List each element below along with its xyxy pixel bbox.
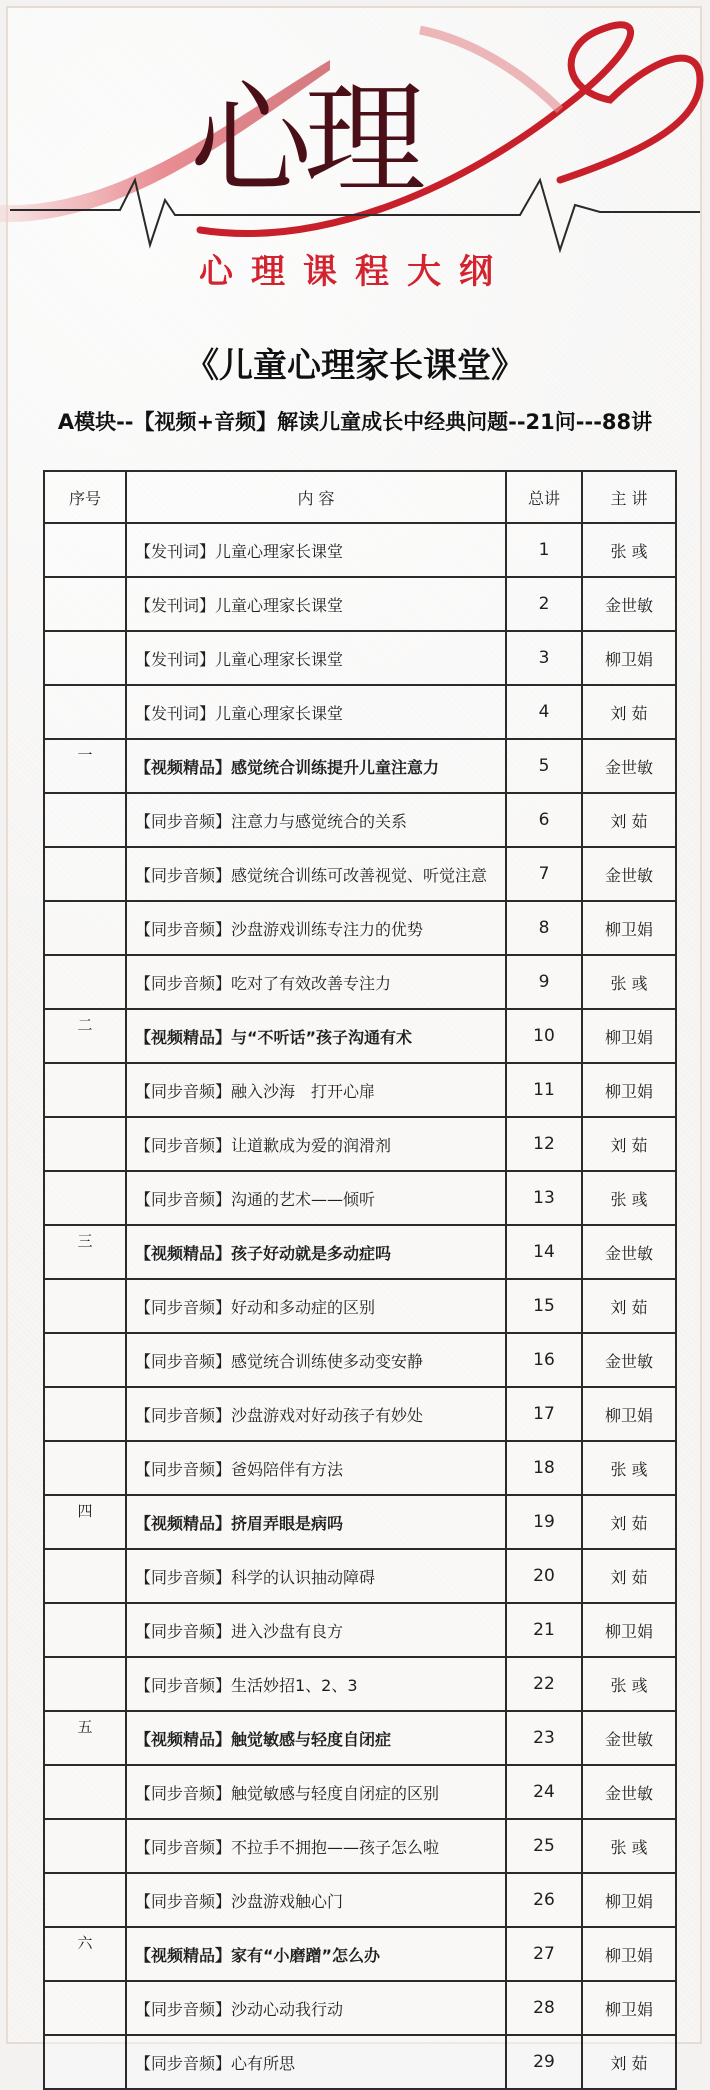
table-row	[44, 1387, 676, 1441]
row-content: 【视频精品】感觉统合训练提升儿童注意力	[126, 739, 506, 793]
row-content: 【同步音频】科学的认识抽动障碍	[126, 1549, 506, 1603]
row-lecturer: 张 彧	[582, 955, 676, 1009]
row-lecturer: 刘 茹	[582, 793, 676, 847]
row-seq	[44, 1171, 126, 1225]
row-content: 【视频精品】与“不听话”孩子沟通有术	[126, 1009, 506, 1063]
row-lecturer: 张 彧	[582, 1657, 676, 1711]
table-row	[44, 1117, 676, 1171]
table-row	[44, 1873, 676, 1927]
row-lecturer: 刘 茹	[582, 1117, 676, 1171]
row-content: 【同步音频】心有所思	[126, 2035, 506, 2089]
row-seq	[44, 2035, 126, 2089]
row-content: 【同步音频】感觉统合训练使多动变安静	[126, 1333, 506, 1387]
row-content: 【同步音频】沙盘游戏触心门	[126, 1873, 506, 1927]
row-lecture-number: 6	[506, 793, 582, 847]
table-header-row	[44, 471, 676, 523]
header-lecturer: 主 讲	[582, 471, 676, 523]
row-seq	[44, 1873, 126, 1927]
row-lecture-number: 13	[506, 1171, 582, 1225]
row-lecture-number: 4	[506, 685, 582, 739]
row-lecturer: 柳卫娟	[582, 901, 676, 955]
table-row	[44, 631, 676, 685]
row-seq	[44, 847, 126, 901]
row-content: 【同步音频】进入沙盘有良方	[126, 1603, 506, 1657]
row-content: 【同步音频】沙盘游戏对好动孩子有妙处	[126, 1387, 506, 1441]
row-seq	[44, 577, 126, 631]
table-row	[44, 847, 676, 901]
row-lecturer: 金世敏	[582, 1765, 676, 1819]
row-content: 【同步音频】让道歉成为爱的润滑剂	[126, 1117, 506, 1171]
row-seq	[44, 1279, 126, 1333]
row-lecturer: 张 彧	[582, 1441, 676, 1495]
row-lecture-number: 17	[506, 1387, 582, 1441]
row-seq	[44, 901, 126, 955]
table-row	[44, 685, 676, 739]
row-content: 【同步音频】吃对了有效改善专注力	[126, 955, 506, 1009]
row-lecture-number: 26	[506, 1873, 582, 1927]
row-content: 【同步音频】感觉统合训练可改善视觉、听觉注意	[126, 847, 506, 901]
table-row	[44, 1657, 676, 1711]
row-seq	[44, 523, 126, 577]
row-lecturer: 金世敏	[582, 739, 676, 793]
table-row	[44, 1765, 676, 1819]
row-seq	[44, 1549, 126, 1603]
course-title: 《儿童心理家长课堂》	[185, 346, 525, 386]
table-row	[44, 1279, 676, 1333]
module-description: A模块--【视频+音频】解读儿童成长中经典问题--21问---88讲	[57, 410, 653, 434]
row-lecture-number: 23	[506, 1711, 582, 1765]
row-lecturer: 柳卫娟	[582, 1387, 676, 1441]
row-content: 【视频精品】挤眉弄眼是病吗	[126, 1495, 506, 1549]
row-lecture-number: 12	[506, 1117, 582, 1171]
row-lecture-number: 29	[506, 2035, 582, 2089]
row-lecture-number: 8	[506, 901, 582, 955]
table-row	[44, 955, 676, 1009]
row-seq: 一	[44, 739, 126, 793]
row-content: 【同步音频】生活妙招1、2、3	[126, 1657, 506, 1711]
row-lecture-number: 22	[506, 1657, 582, 1711]
row-lecturer: 张 彧	[582, 1819, 676, 1873]
row-seq: 四	[44, 1495, 126, 1549]
row-seq	[44, 1981, 126, 2035]
row-lecture-number: 3	[506, 631, 582, 685]
row-lecturer: 柳卫娟	[582, 1981, 676, 2035]
row-seq	[44, 955, 126, 1009]
row-content: 【同步音频】触觉敏感与轻度自闭症的区别	[126, 1765, 506, 1819]
row-lecturer: 金世敏	[582, 577, 676, 631]
row-seq	[44, 1603, 126, 1657]
table-row	[44, 1009, 676, 1063]
row-lecturer: 刘 茹	[582, 2035, 676, 2089]
table-row	[44, 577, 676, 631]
row-seq	[44, 1657, 126, 1711]
row-lecturer: 柳卫娟	[582, 1603, 676, 1657]
table-row	[44, 901, 676, 955]
row-content: 【视频精品】家有“小磨蹭”怎么办	[126, 1927, 506, 1981]
row-seq	[44, 1117, 126, 1171]
row-lecturer: 刘 茹	[582, 1495, 676, 1549]
table-row	[44, 739, 676, 793]
row-lecture-number: 21	[506, 1603, 582, 1657]
table-row	[44, 2035, 676, 2089]
header-content: 内 容	[126, 471, 506, 523]
row-seq	[44, 1063, 126, 1117]
row-lecturer: 张 彧	[582, 523, 676, 577]
row-seq	[44, 1765, 126, 1819]
row-seq: 五	[44, 1711, 126, 1765]
table-row	[44, 1603, 676, 1657]
row-lecturer: 金世敏	[582, 1333, 676, 1387]
table-row	[44, 1711, 676, 1765]
table-row	[44, 1171, 676, 1225]
row-lecture-number: 1	[506, 523, 582, 577]
row-content: 【视频精品】孩子好动就是多动症吗	[126, 1225, 506, 1279]
table-row	[44, 1495, 676, 1549]
row-content: 【同步音频】沙盘游戏训练专注力的优势	[126, 901, 506, 955]
row-seq	[44, 685, 126, 739]
table-row	[44, 523, 676, 577]
row-lecture-number: 7	[506, 847, 582, 901]
page-subtitle: 心理课程大纲	[199, 252, 511, 292]
table-row	[44, 1333, 676, 1387]
row-lecturer: 柳卫娟	[582, 1927, 676, 1981]
table-row	[44, 1981, 676, 2035]
row-lecture-number: 10	[506, 1009, 582, 1063]
row-lecturer: 金世敏	[582, 1225, 676, 1279]
table-row	[44, 1819, 676, 1873]
row-lecture-number: 16	[506, 1333, 582, 1387]
table-row	[44, 1549, 676, 1603]
row-content: 【同步音频】注意力与感觉统合的关系	[126, 793, 506, 847]
row-content: 【同步音频】好动和多动症的区别	[126, 1279, 506, 1333]
row-lecture-number: 14	[506, 1225, 582, 1279]
row-content: 【发刊词】儿童心理家长课堂	[126, 577, 506, 631]
row-seq	[44, 1819, 126, 1873]
row-lecturer: 金世敏	[582, 847, 676, 901]
row-seq	[44, 793, 126, 847]
row-lecture-number: 27	[506, 1927, 582, 1981]
row-lecturer: 柳卫娟	[582, 1873, 676, 1927]
header-lectures: 总讲	[506, 471, 582, 523]
row-seq: 二	[44, 1009, 126, 1063]
row-lecture-number: 25	[506, 1819, 582, 1873]
row-lecturer: 柳卫娟	[582, 1063, 676, 1117]
row-content: 【同步音频】沟通的艺术——倾听	[126, 1171, 506, 1225]
row-content: 【发刊词】儿童心理家长课堂	[126, 631, 506, 685]
syllabus-table	[43, 470, 677, 2090]
row-lecture-number: 9	[506, 955, 582, 1009]
row-seq	[44, 1333, 126, 1387]
table-row	[44, 1225, 676, 1279]
row-lecture-number: 5	[506, 739, 582, 793]
row-lecture-number: 11	[506, 1063, 582, 1117]
row-seq	[44, 631, 126, 685]
row-content: 【发刊词】儿童心理家长课堂	[126, 685, 506, 739]
row-lecturer: 柳卫娟	[582, 631, 676, 685]
row-lecture-number: 24	[506, 1765, 582, 1819]
table-row	[44, 1441, 676, 1495]
row-content: 【同步音频】不拉手不拥抱——孩子怎么啦	[126, 1819, 506, 1873]
header-seq: 序号	[44, 471, 126, 523]
table-row	[44, 1063, 676, 1117]
row-lecturer: 柳卫娟	[582, 1009, 676, 1063]
row-lecture-number: 15	[506, 1279, 582, 1333]
row-lecture-number: 20	[506, 1549, 582, 1603]
row-lecturer: 刘 茹	[582, 685, 676, 739]
table-row	[44, 1927, 676, 1981]
row-seq: 六	[44, 1927, 126, 1981]
row-lecturer: 刘 茹	[582, 1549, 676, 1603]
row-content: 【同步音频】爸妈陪伴有方法	[126, 1441, 506, 1495]
row-content: 【同步音频】融入沙海 打开心扉	[126, 1063, 506, 1117]
row-seq	[44, 1441, 126, 1495]
logo-heart-mind: 心理	[190, 69, 418, 211]
row-seq: 三	[44, 1225, 126, 1279]
row-lecture-number: 2	[506, 577, 582, 631]
row-content: 【发刊词】儿童心理家长课堂	[126, 523, 506, 577]
row-content: 【视频精品】触觉敏感与轻度自闭症	[126, 1711, 506, 1765]
table-row	[44, 793, 676, 847]
row-content: 【同步音频】沙动心动我行动	[126, 1981, 506, 2035]
row-lecture-number: 28	[506, 1981, 582, 2035]
row-seq	[44, 1387, 126, 1441]
row-lecture-number: 18	[506, 1441, 582, 1495]
row-lecture-number: 19	[506, 1495, 582, 1549]
row-lecturer: 刘 茹	[582, 1279, 676, 1333]
row-lecturer: 金世敏	[582, 1711, 676, 1765]
row-lecturer: 张 彧	[582, 1171, 676, 1225]
